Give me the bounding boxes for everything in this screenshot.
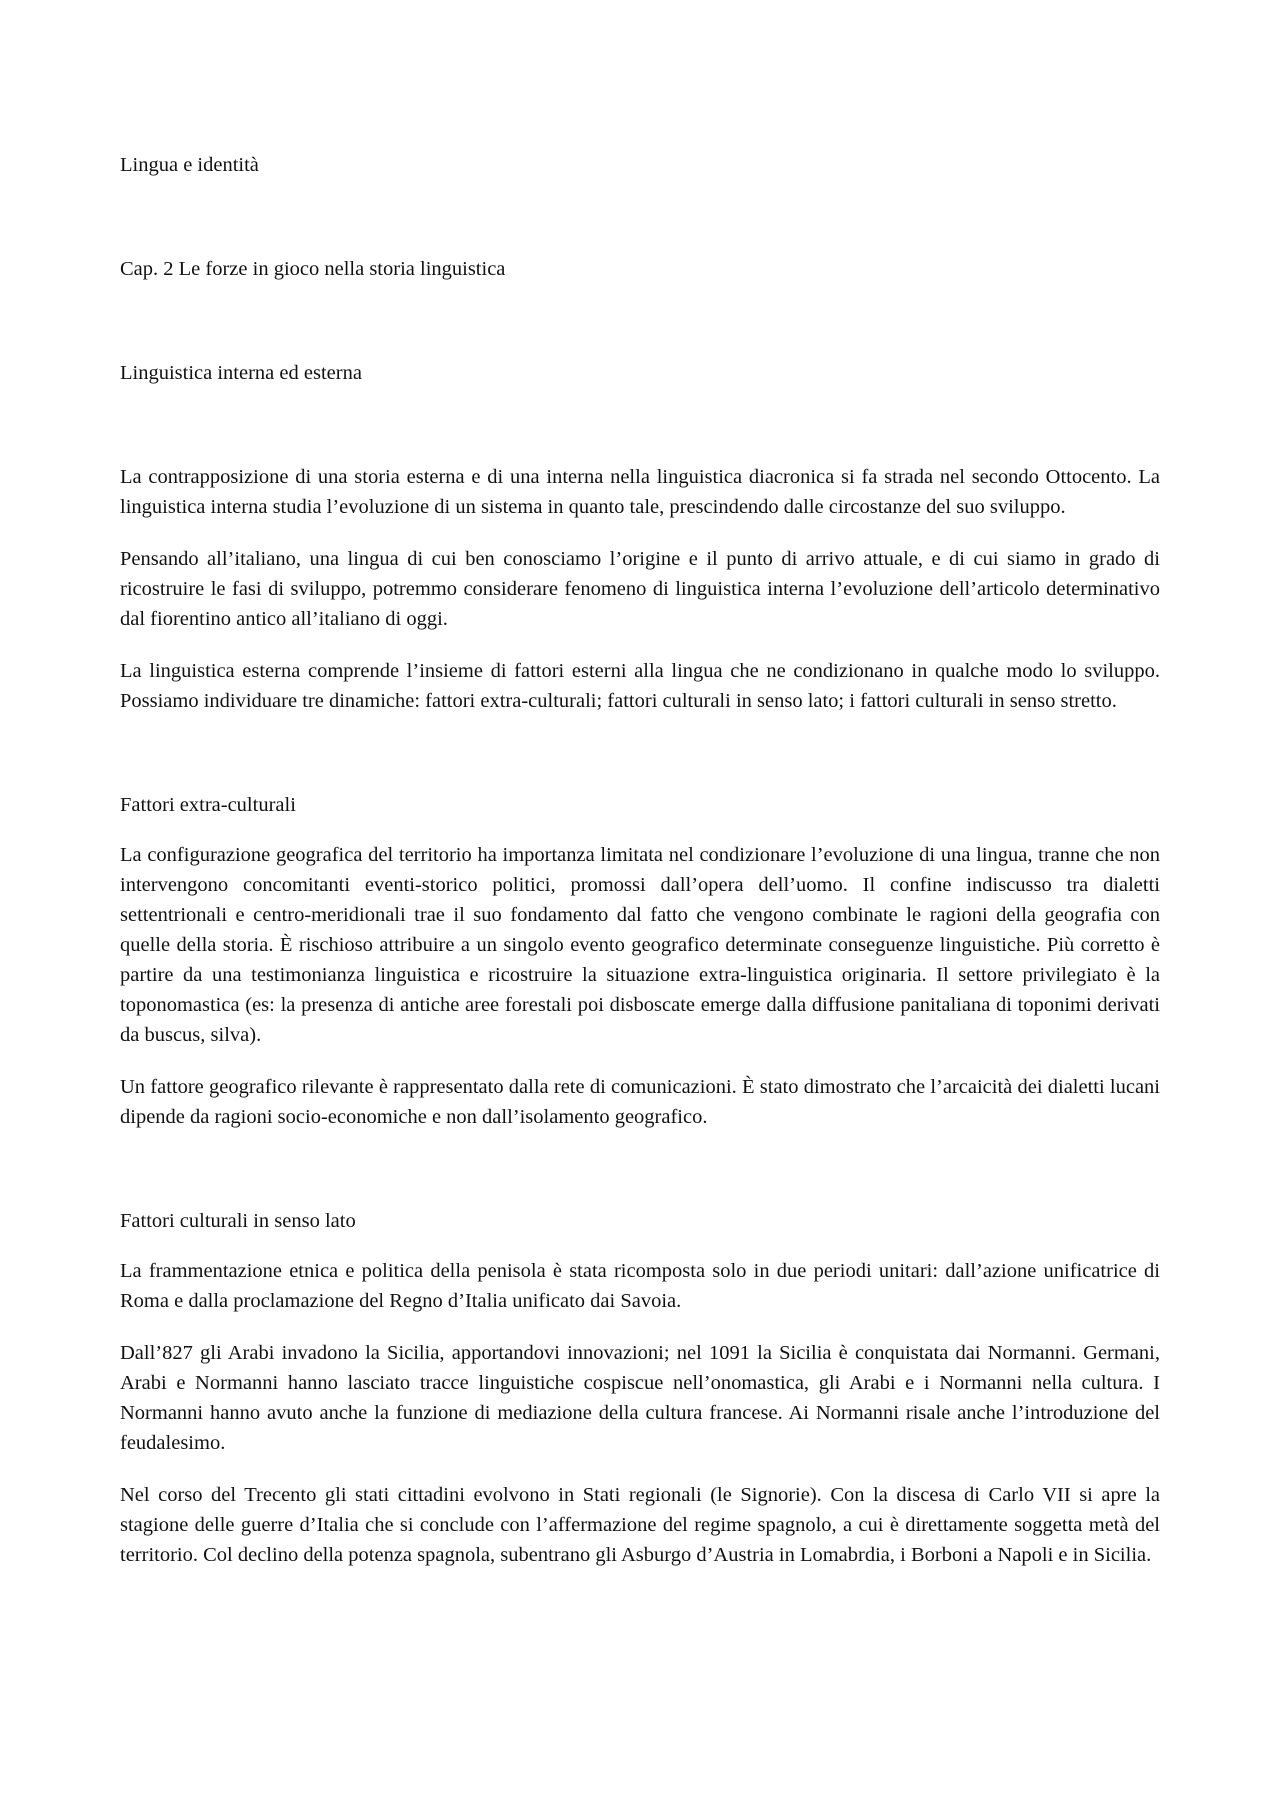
paragraph: La configurazione geografica del territorio ha importanza limitata nel condizionare l’evoluzione di una lingua, tranne che non intervengono concomitanti eventi-storico politici, promossi dall’opera dell’uomo. Il confine indiscusso tra dialetti settentrionali e centro-meridionali trae il suo fondamento dal fatto che vengono combinate le ragioni della geografia con quelle della storia. È rischioso attribuire a un singolo evento geografico determinate conseguenze linguistiche. Più corretto è partire da una testimonianza linguistica e ricostruire la situazione extra-linguistica originaria. Il settore privilegiato è la toponomastica (es: la presenza di antiche aree forestali poi disboscate emerge dalla diffusione panitaliana di toponimi derivati da buscus, silva).	[120, 844, 1160, 1046]
document-page	[120, 150, 1160, 1570]
paragraph: La contrapposizione di una storia esterna e di una interna nella linguistica diacronica si fa strada nel secondo Ottocento. La linguistica interna studia l’evoluzione di un sistema in quanto tale, prescindendo dalle circostanze del suo sviluppo.	[120, 466, 1160, 518]
paragraph: Un fattore geografico rilevante è rappresentato dalla rete di comunicazioni. È stato dimostrato che l’arcaicità dei dialetti lucani dipende da ragioni socio-economiche e non dall’isolamento geografico.	[120, 1076, 1160, 1128]
document-title: Lingua e identità	[120, 154, 259, 176]
section-heading-linguistica: Linguistica interna ed esterna	[120, 362, 362, 384]
paragraph: Nel corso del Trecento gli stati cittadini evolvono in Stati regionali (le Signorie). Con la discesa di Carlo VII si apre la stagione delle guerre d’Italia che si conclude con l’affermazione del regime spagnolo, a cui è direttamente soggetta metà del territorio. Col declino della potenza spagnola, subentrano gli Asburgo d’Austria in Lomabrdia, i Borboni a Napoli e in Sicilia.	[120, 1484, 1160, 1566]
paragraph: La frammentazione etnica e politica della penisola è stata ricomposta solo in due periodi unitari: dall’azione unificatrice di Roma e dalla proclamazione del Regno d’Italia unificato dai Savoia.	[120, 1260, 1160, 1312]
paragraph: Dall’827 gli Arabi invadono la Sicilia, apportandovi innovazioni; nel 1091 la Sicilia è conquistata dai Normanni. Germani, Arabi e Normanni hanno lasciato tracce linguistiche cospiscue nell’onomastica, gli Arabi e i Normanni nella cultura. I Normanni hanno avuto anche la funzione di mediazione della cultura francese. Ai Normanni risale anche l’introduzione del feudalesimo.	[120, 1342, 1160, 1454]
chapter-heading: Cap. 2 Le forze in gioco nella storia linguistica	[120, 258, 506, 280]
paragraph: La linguistica esterna comprende l’insieme di fattori esterni alla lingua che ne condizionano in qualche modo lo sviluppo. Possiamo individuare tre dinamiche: fattori extra-culturali; fattori culturali in senso lato; i fattori culturali in senso stretto.	[120, 660, 1160, 712]
paragraph: Pensando all’italiano, una lingua di cui ben conosciamo l’origine e il punto di arrivo attuale, e di cui siamo in grado di ricostruire le fasi di sviluppo, potremmo considerare fenomeno di linguistica interna l’evoluzione dell’articolo determinativo dal fiorentino antico all’italiano di oggi.	[120, 548, 1160, 630]
section-heading-extra-culturali: Fattori extra-culturali	[120, 794, 296, 816]
section-heading-culturali-lato: Fattori culturali in senso lato	[120, 1210, 356, 1232]
